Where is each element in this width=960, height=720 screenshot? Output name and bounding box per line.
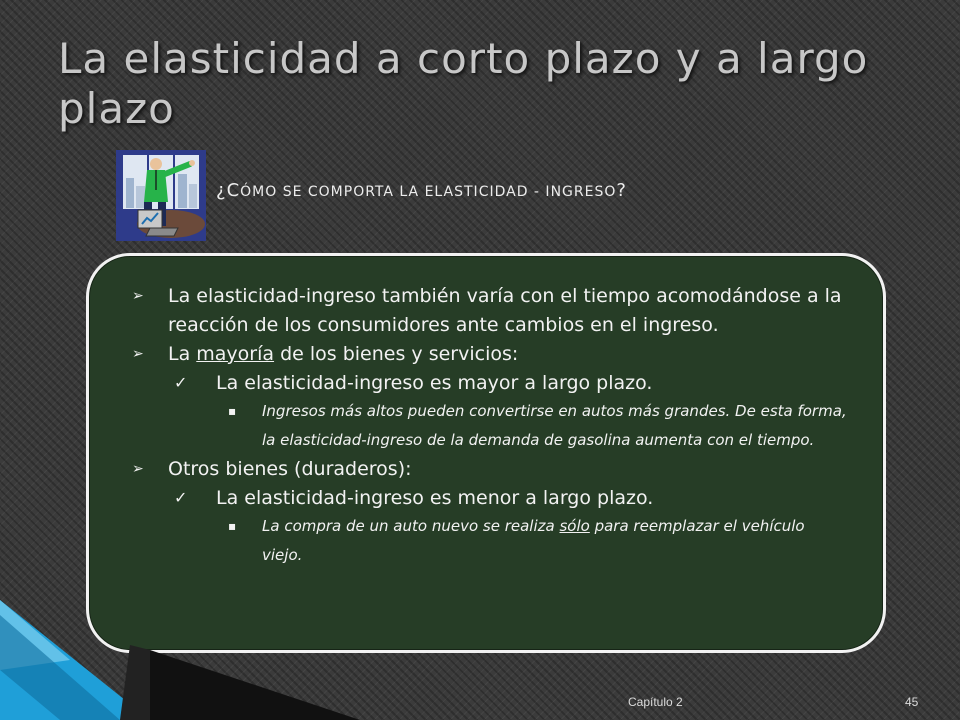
sub-bullet-text: La elasticidad-ingreso es menor a largo plazo.	[216, 487, 654, 509]
bullet-list	[128, 282, 868, 570]
slide-title: La elasticidad a corto plazo y a largo plazo	[58, 34, 869, 133]
checkmark-bullet-icon: ✓	[174, 373, 188, 392]
arrowhead-bullet-icon: ➢	[132, 346, 144, 362]
bullet-text-pre: La	[168, 343, 197, 365]
bullet-item	[128, 340, 868, 369]
sub-sub-bullet-text-pre: La compra de un auto nuevo se realiza	[262, 517, 560, 535]
arrowhead-bullet-icon: ➢	[132, 288, 144, 304]
sub-sub-bullet-item	[128, 397, 868, 455]
bullet-text-underlined: mayoría	[196, 343, 275, 365]
page-number: 45	[905, 695, 919, 709]
sub-bullet-item	[128, 369, 868, 397]
bullet-text-post: de los bienes y servicios:	[274, 343, 519, 365]
square-bullet-icon: ▪	[228, 404, 237, 418]
subtitle-close-question: ?	[616, 180, 627, 201]
bullet-text: La elasticidad-ingreso también varía con el tiempo acomodándose a la reacción de los consumidores ante cambios en el ingreso.	[168, 285, 842, 336]
businessman-presenting-chart-icon	[116, 150, 206, 241]
bullet-item	[128, 455, 868, 484]
slide-subtitle	[216, 180, 627, 201]
subtitle-initial: C	[226, 180, 241, 201]
sub-sub-bullet-text: Ingresos más altos pueden convertirse en autos más grandes. De esta forma, la elasticidad-ingreso de la demanda de gasolina aumenta con el tiempo.	[262, 402, 847, 449]
footer-chapter: Capítulo 2	[628, 695, 683, 709]
checkmark-bullet-icon: ✓	[174, 488, 188, 507]
corner-decoration	[0, 560, 360, 720]
bullet-text: Otros bienes (duraderos):	[168, 458, 412, 480]
sub-sub-bullet-text-underlined: sólo	[559, 517, 590, 535]
bullet-item	[128, 282, 868, 340]
sub-sub-bullet-text-post: para reemplazar el vehículo viejo.	[262, 517, 805, 564]
subtitle-open-question: ¿	[216, 180, 227, 201]
subtitle-rest: ÓMO SE COMPORTA LA ELASTICIDAD - INGRESO	[240, 184, 617, 200]
arrowhead-bullet-icon: ➢	[132, 461, 144, 477]
square-bullet-icon: ▪	[228, 519, 237, 533]
sub-bullet-item	[128, 484, 868, 512]
sub-bullet-text: La elasticidad-ingreso es mayor a largo plazo.	[216, 372, 653, 394]
